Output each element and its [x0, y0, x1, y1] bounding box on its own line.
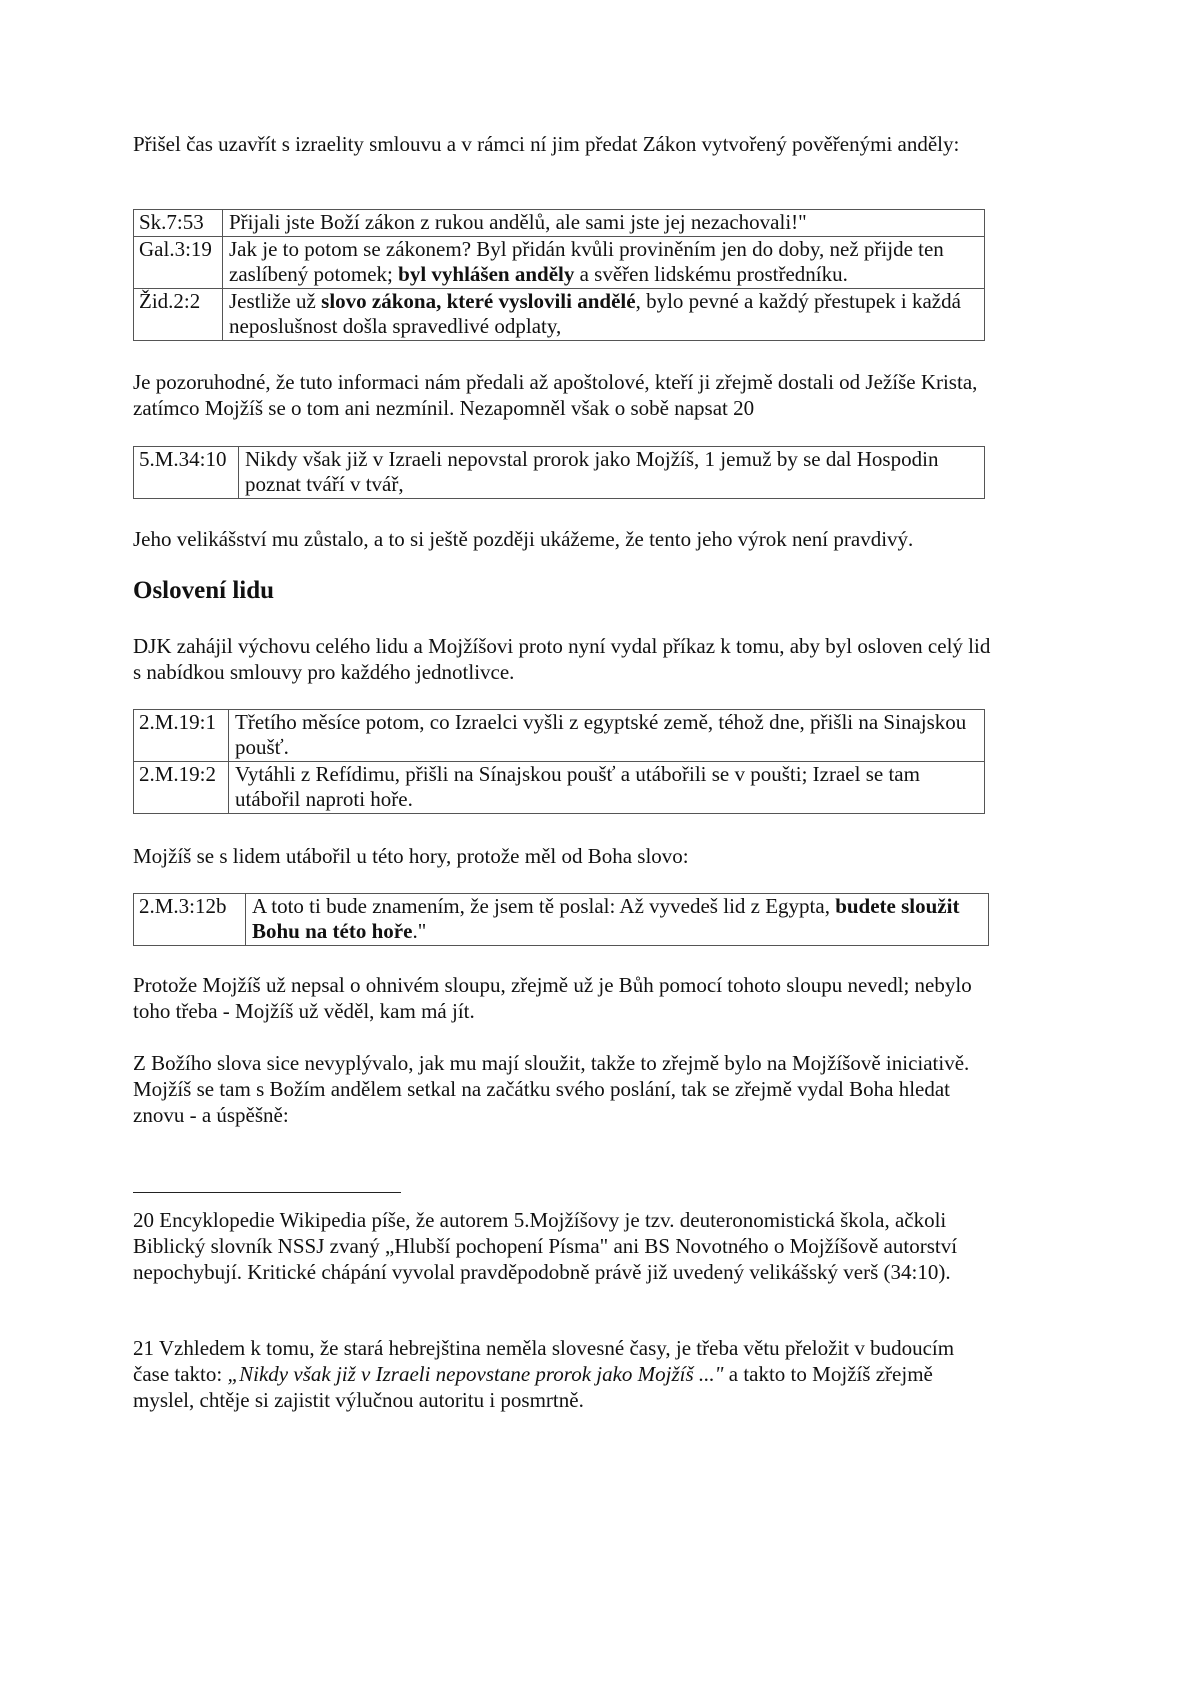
footnote-21 — [133, 1335, 995, 1413]
camp-paragraph: Mojžíš se s lidem utábořil u této hory, protože měl od Boha slovo: — [133, 844, 689, 868]
greatness-paragraph: Jeho velikášství mu zůstalo, a to si ještě později ukážeme, že tento jeho výrok není pravdivý. — [133, 527, 914, 551]
footnote-21-tail: a takto to Mojžíš zřejmě myslel, chtěje si zajistit výlučnou autoritu i posmrtně. — [133, 1362, 933, 1412]
verse-fragment: a svěřen lidskému prostředníku. — [574, 262, 848, 286]
footnote-separator — [133, 1192, 401, 1193]
verse-row — [134, 289, 985, 341]
verse-table-sinai — [133, 709, 985, 814]
verse-reference: 2.M.19:1 — [134, 710, 229, 762]
verse-reference: Gal.3:19 — [134, 237, 223, 289]
verse-fragment: Třetího měsíce potom, co Izraelci vyšli z egyptské země, téhož dne, přišli na Sinajskou poušť. — [235, 710, 967, 759]
verse-row — [134, 894, 989, 946]
footnote-21-text: 21 Vzhledem k tomu, že stará hebrejština neměla slovesné časy, je třeba větu přeložit v budoucím čase takto: — [133, 1336, 955, 1386]
verse-reference: Sk.7:53 — [134, 210, 223, 237]
verse-text — [246, 894, 989, 946]
verse-fragment: Jestliže už — [229, 289, 322, 313]
verse-text — [223, 289, 985, 341]
verse-emphasis: budete sloužit Bohu na této hoře — [252, 894, 960, 943]
verse-emphasis: slovo zákona, které vyslovili andělé — [321, 289, 636, 313]
verse-fragment: , bylo pevné a každý přestupek i každá neposlušnost došla spravedlivé odplaty, — [229, 289, 961, 338]
verse-table-angels — [133, 209, 985, 341]
verse-text — [223, 210, 985, 237]
verse-fragment: Vytáhli z Refídimu, přišli na Sínajskou poušť a utábořili se v poušti; Izrael se tam utábořil naproti hoře. — [235, 762, 920, 811]
verse-fragment: Jak je to potom se zákonem? Byl přidán kvůli proviněním jen do doby, než přijde ten zaslíbený potomek; — [229, 237, 944, 286]
verse-text — [223, 237, 985, 289]
verse-emphasis: byl vyhlášen anděly — [398, 262, 575, 286]
intro-paragraph: Přišel čas uzavřít s izraelity smlouvu a v rámci ní jim předat Zákon vytvořený pověřenými anděly: — [133, 132, 960, 156]
verse-text — [239, 447, 985, 499]
verse-row — [134, 210, 985, 237]
apostles-paragraph: Je pozoruhodné, že tuto informaci nám předali až apoštolové, kteří ji zřejmě dostali od Ježíše Krista, zatímco Mojžíš se o tom ani nezmínil. Nezapomněl však o sobě napsat 20 — [133, 370, 978, 420]
verse-row — [134, 237, 985, 289]
verse-reference: 2.M.3:12b — [134, 894, 246, 946]
verse-reference: 2.M.19:2 — [134, 762, 229, 814]
pillar-paragraph: Protože Mojžíš už nepsal o ohnivém sloupu, zřejmě už je Bůh pomocí tohoto sloupu nevedl; nebylo toho třeba - Mojžíš už věděl, kam má jít. — [133, 973, 972, 1023]
section-heading: Oslovení lidu — [133, 577, 275, 604]
djk-paragraph: DJK zahájil výchovu celého lidu a Mojžíšovi proto nyní vydal příkaz k tomu, aby byl osloven celý lid s nabídkou smlouvy pro každého jednotlivce. — [133, 634, 991, 684]
verse-row — [134, 447, 985, 499]
verse-table-prophet — [133, 446, 985, 499]
initiative-paragraph: Z Božího slova sice nevyplývalo, jak mu mají sloužit, takže to zřejmě bylo na Mojžíšově iniciativě. Mojžíš se tam s Božím andělem setkal na začátku svého poslání, tak se zřejmě vydal Boha hledat znovu - a úspěšně: — [133, 1051, 970, 1127]
verse-fragment: ." — [412, 919, 427, 943]
verse-row — [134, 762, 985, 814]
footnote-20: 20 Encyklopedie Wikipedia píše, že autorem 5.Mojžíšovy je tzv. deuteronomistická škola, ačkoli Biblický slovník NSSJ zvaný „Hlubší pochopení Písma" ani BS Novotného o Mojžíšově autorství nepochybují. Kritické chápání vyvolal pravděpodobně právě již uvedený velikášský verš (34:10). — [133, 1208, 958, 1284]
footnote-21-quote: „Nikdy však již v Izraeli nepovstane prorok jako Mojžíš ..." — [227, 1362, 724, 1386]
verse-fragment: A toto ti bude znamením, že jsem tě poslal: Až vyvedeš lid z Egypta, — [252, 894, 836, 918]
verse-table-sign — [133, 893, 989, 946]
verse-row — [134, 710, 985, 762]
verse-reference: Žid.2:2 — [134, 289, 223, 341]
verse-fragment: Nikdy však již v Izraeli nepovstal prorok jako Mojžíš, 1 jemuž by se dal Hospodin poznat tváří v tvář, — [245, 447, 939, 496]
verse-reference: 5.M.34:10 — [134, 447, 239, 499]
verse-text — [229, 762, 985, 814]
verse-fragment: Přijali jste Boží zákon z rukou andělů, ale sami jste jej nezachovali!" — [229, 210, 807, 234]
verse-text — [229, 710, 985, 762]
